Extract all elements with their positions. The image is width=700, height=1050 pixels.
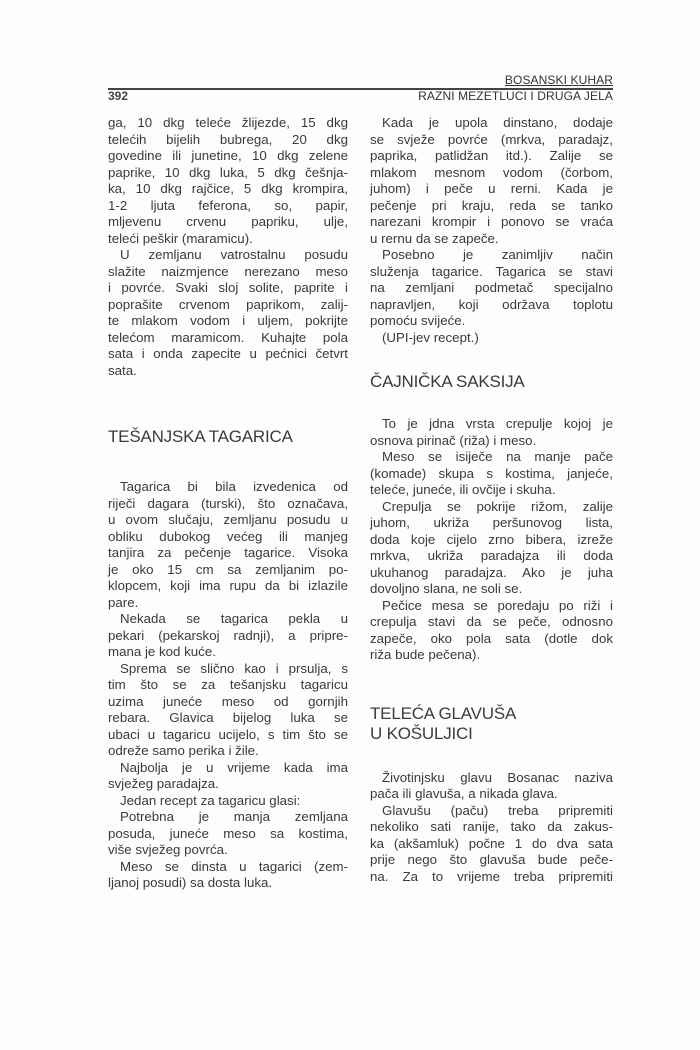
text-line: više svježeg povrća.: [108, 842, 228, 857]
paragraph: [108, 661, 348, 760]
text-line: tim što se za tešanjsku tagaricu: [108, 677, 348, 692]
text-line: osnova pirinač (riža) i meso.: [370, 432, 537, 448]
text-line: Najbolja je u vrijeme kada ima: [120, 759, 348, 775]
section-title-cajnicka-saksija: ČAJNIČKA SAKSIJA: [370, 372, 525, 391]
page-number: 392: [108, 89, 129, 103]
text-line: To je jdna vrsta crepulje kojoj je: [382, 416, 613, 431]
text-line: juhom, ukriža peršunovog lista,: [370, 515, 613, 530]
text-line: klopcem, koji ima rupu da bi izlazile: [108, 578, 348, 593]
text-line: na zemljani podmetač specijalno: [370, 280, 613, 295]
text-line: (UPI-jev recept.): [382, 329, 479, 345]
text-line: juhom) i peče u rerni. Kada je: [370, 181, 613, 196]
paragraph: [370, 770, 613, 803]
text-line: i povrće. Svaki sloj solite, paprite i: [108, 280, 348, 295]
text-line: mana je kod kuće.: [108, 644, 216, 659]
text-line: narezani krompir i ponovo se vraća: [370, 214, 613, 229]
text-line: Životinjsku glavu Bosanac naziva: [382, 769, 613, 785]
text-line: sata i onda zapecite u pećnici četvrt: [108, 346, 348, 361]
text-line: mrkva, ukriža paradajza ili doda: [370, 548, 613, 563]
paragraph: [108, 479, 348, 611]
text-line: uzima juneće meso od gornjih: [108, 693, 348, 709]
text-line: ljanoj posudi) sa dosta luka.: [108, 875, 273, 890]
text-line: je oko 15 cm sa zemljanim po-: [108, 561, 348, 577]
text-line: Glavušu (paču) treba pripremiti: [382, 802, 613, 818]
text-line: Crepulja se pokrije rižom, zalije: [382, 498, 613, 514]
text-line: Meso se dinsta u tagarici (zem-: [120, 858, 348, 874]
text-line: dovoljno slana, ne soli se.: [370, 581, 523, 596]
text-line: Sprema se slično kao i prsulja, s: [120, 660, 348, 676]
text-line: posuda, juneće meso sa kostima,: [108, 825, 348, 841]
text-line: Meso se isiječe na manje pače: [382, 449, 613, 464]
text-line: na. Za to vrijeme treba pripremiti: [370, 868, 613, 884]
text-line: telećom maramicom. Kuhajte pola: [108, 329, 348, 345]
chapter-title: RAZNI MEZETLUCI I DRUGA JELA: [418, 89, 613, 103]
text-line: teleće, juneće, ili ovčije i skuha.: [370, 482, 556, 497]
text-line: Posebno je zanimljiv način: [382, 247, 613, 262]
text-line: se svježe povrće (mrkva, paradajz,: [370, 131, 613, 147]
text-line: riža bude pečena).: [370, 647, 481, 662]
text-line: crepulja stavi da se peče, odnosno: [370, 614, 613, 629]
text-line: nekoliko sati ranije, tako da zakus-: [370, 819, 613, 834]
section-title-line: TELEĆA GLAVUŠA: [370, 703, 517, 723]
text-line: služenja tagarice. Tagarica se stavi: [370, 263, 613, 279]
text-line: ukuhanog paradajza. Ako je juha: [370, 564, 613, 580]
paragraph: [108, 760, 348, 793]
right-column: [370, 115, 613, 885]
text-line: (komade) skupa s kostima, janjeće,: [370, 465, 613, 481]
section-title-line: U KOŠULJICI: [370, 723, 473, 743]
text-line: ga, 10 dkg teleće žlijezde, 15 dkg: [108, 115, 348, 130]
text-line: napravljen, koji održava toplotu: [370, 296, 613, 312]
text-line: 1-2 ljuta feferona, so, papir,: [108, 197, 348, 213]
text-line: svježeg paradajza.: [108, 776, 219, 791]
text-line: mljevenu crvenu papriku, ulje,: [108, 214, 348, 229]
text-line: Nekada se tagarica pekla u: [120, 611, 348, 626]
text-line: riječi dagara (turski), što označava,: [108, 495, 348, 511]
paragraph: [370, 449, 613, 499]
paragraph: [108, 809, 348, 859]
text-line: pare.: [108, 594, 139, 610]
paragraph: [108, 793, 348, 810]
text-line: paprike, 10 dkg luka, 5 dkg češnja-: [108, 164, 348, 180]
text-line: pomoću svijeće.: [370, 313, 466, 328]
text-line: U zemljanu vatrostalnu posudu: [120, 247, 348, 262]
text-line: prije nego što glavuša bude peče-: [370, 852, 613, 867]
text-line: poprašite crvenom paprikom, zalij-: [108, 296, 348, 312]
text-line: zapeče, oko pola sata (dotle dok: [370, 630, 613, 646]
text-line: telećih bijelih bubrega, 20 dkg: [108, 131, 348, 147]
text-line: mlakom mesnom vodom (čorbom,: [370, 164, 613, 180]
method-paragraph: [108, 247, 348, 379]
paragraph: [370, 247, 613, 330]
paragraph: [108, 611, 348, 661]
text-line: Tagarica bi bila izvedenica od: [120, 479, 348, 494]
text-line: te mlakom vodom i uljem, pokrijte: [108, 313, 348, 328]
text-line: paprika, patlidžan itd.). Zalije se: [370, 148, 613, 163]
paragraph: [370, 499, 613, 598]
text-line: Potrebna je manja zemljana: [120, 809, 348, 824]
text-line: govedine ili junetine, 10 dkg zelene: [108, 148, 348, 163]
text-line: teleći peškir (maramicu).: [108, 230, 253, 246]
ingredients-paragraph: [108, 115, 348, 247]
text-line: ka, 10 dkg rajčice, 5 dkg krompira,: [108, 181, 348, 196]
text-line: pača ili glavuša, a nikada glava.: [370, 786, 558, 801]
paragraph: [108, 859, 348, 892]
text-line: tanjira za pečenje tagarice. Visoka: [108, 545, 348, 560]
text-line: obliku dubokog većeg ili manjeg: [108, 528, 348, 544]
text-line: sata.: [108, 362, 137, 378]
text-line: rebara. Glavica bijelog luka se: [108, 710, 348, 725]
section-title-tesanjska-tagarica: TEŠANJSKA TAGARICA: [108, 427, 293, 446]
paragraph: [370, 803, 613, 886]
text-line: Pečice mesa se poredaju po riži i: [382, 597, 613, 613]
text-line: Kada je upola dinstano, dodaje: [382, 115, 613, 130]
text-line: ka (akšamluk) počne 1 do dva sata: [370, 835, 613, 851]
paragraph: [370, 416, 613, 449]
book-title: BOSANSKI KUHAR: [504, 73, 613, 87]
left-column: [108, 115, 348, 892]
text-line: slažite naizmjence nerezano meso: [108, 263, 348, 279]
text-line: ubaci u tagaricu ucijelo, s tim što se: [108, 726, 348, 742]
text-line: odreže samo perika i žile.: [108, 743, 259, 758]
text-line: doda koje cijelo zrno bibera, izreže: [370, 531, 613, 547]
text-line: u rernu da se zapeče.: [370, 230, 499, 246]
paragraph: [370, 115, 613, 247]
text-line: pečenje pri kraju, reda se tanko: [370, 197, 613, 213]
text-line: Jedan recept za tagaricu glasi:: [120, 792, 301, 808]
text-line: pekari (pekarskoj radnji), a pripre-: [108, 627, 348, 643]
paragraph: [370, 598, 613, 664]
section-title-teleca-glavusa: [370, 704, 613, 744]
source-note: [370, 330, 613, 347]
text-line: u ovom slučaju, zemljanu posudu u: [108, 512, 348, 527]
